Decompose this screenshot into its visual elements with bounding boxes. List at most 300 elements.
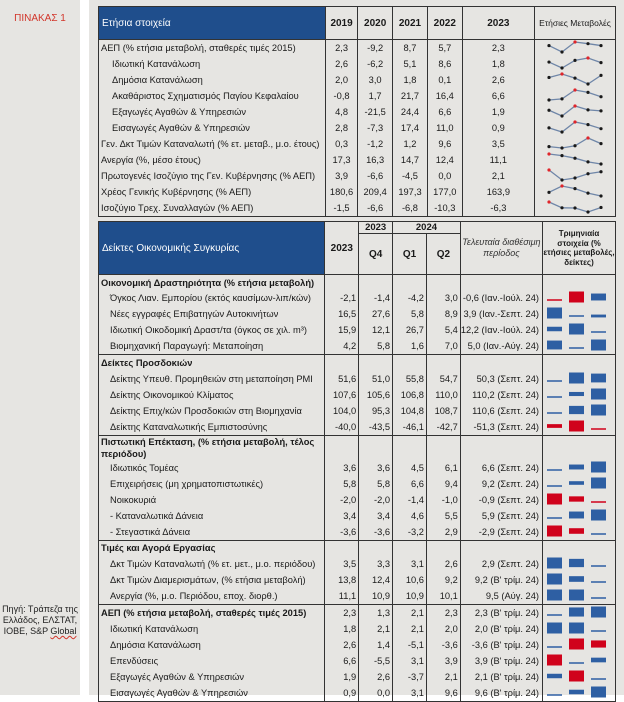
row-label: Εξαγωγές Αγαθών & Υπηρεσιών xyxy=(99,669,325,685)
quarterly-bars xyxy=(543,338,615,352)
section-value: 2,1 xyxy=(393,605,427,622)
period-value: 1,8 xyxy=(325,621,359,637)
year-value: 1,9 xyxy=(462,104,534,120)
sparkline-point xyxy=(560,66,563,69)
period-value: 2,9 xyxy=(426,524,460,541)
period-value: 1,4 xyxy=(359,637,393,653)
year-value: -9,2 xyxy=(358,40,393,57)
bar-negative xyxy=(569,420,584,431)
section-value xyxy=(426,275,460,291)
period-value: 104,0 xyxy=(325,403,359,419)
indicator-row xyxy=(99,403,616,419)
quarterly-bars-cell xyxy=(543,588,616,605)
quarterly-bars xyxy=(543,306,615,320)
table-number-label: ΠΙΝΑΚΑΣ 1 xyxy=(14,13,66,24)
period-value: 10,9 xyxy=(393,588,427,605)
sparkline-point xyxy=(586,210,589,213)
year-value: 2,3 xyxy=(462,40,534,57)
sparkline-point xyxy=(599,206,602,209)
period-value: 2,6 xyxy=(426,556,460,572)
year-value: 3,5 xyxy=(462,136,534,152)
sparkline xyxy=(535,88,615,102)
period-value: 6,1 xyxy=(426,460,460,476)
period-value: 12,4 xyxy=(359,572,393,588)
section-value: 2,3 xyxy=(426,605,460,622)
period-value: 110,0 xyxy=(426,387,460,403)
year-value: 14,7 xyxy=(393,152,428,168)
sparkline xyxy=(535,152,615,166)
last-period-value: 3,9 (Ιαν.-Σεπτ. 24) xyxy=(460,306,542,322)
last-period-value: 5,0 (Ιαν.-Αύγ. 24) xyxy=(460,338,542,355)
last-period-value: 12,2 (Ιαν.-Ιούλ. 24) xyxy=(460,322,542,338)
annual-row xyxy=(99,40,616,57)
year-value: -6,6 xyxy=(358,168,393,184)
year-value: 4,8 xyxy=(325,104,357,120)
year-value: 17,3 xyxy=(325,152,357,168)
section-value xyxy=(426,355,460,371)
indicator-row xyxy=(99,492,616,508)
bar-negative xyxy=(591,428,606,430)
quarterly-bars-cell xyxy=(543,355,616,371)
year-value: 0,1 xyxy=(427,72,462,88)
quarter-header: Q4 xyxy=(359,234,393,275)
period-value: -1,4 xyxy=(359,290,393,306)
row-label: Επενδύσεις xyxy=(99,653,325,669)
last-period-value: 2,9 (Σεπτ. 24) xyxy=(460,556,542,572)
sparkline-point xyxy=(599,61,602,64)
period-value: 13,8 xyxy=(325,572,359,588)
indicator-row xyxy=(99,669,616,685)
bar-positive xyxy=(547,614,562,616)
year-value: -6,2 xyxy=(358,56,393,72)
bar-positive xyxy=(591,687,606,698)
period-value: 7,0 xyxy=(426,338,460,355)
last-period-value: -51,3 (Σεπτ. 24) xyxy=(460,419,542,436)
indicator-row xyxy=(99,476,616,492)
year-value: 6,6 xyxy=(462,88,534,104)
row-label: - Καταναλωτικά Δάνεια xyxy=(99,508,325,524)
quarterly-bars xyxy=(543,621,615,635)
bar-negative xyxy=(569,496,584,501)
quarter-header: Q2 xyxy=(426,234,460,275)
bar-positive xyxy=(569,392,584,396)
period-value: -3,6 xyxy=(426,637,460,653)
sparkline-max-point xyxy=(586,136,589,139)
section-value xyxy=(393,355,427,371)
quarterly-bars xyxy=(543,524,615,538)
quarterly-bars xyxy=(543,371,615,385)
row-label: Ανεργία (%, μέσο έτους) xyxy=(99,152,326,168)
year-value: -10,3 xyxy=(427,200,462,217)
year-value: -7,3 xyxy=(358,120,393,136)
section-value xyxy=(325,540,359,556)
period-value: 5,4 xyxy=(426,322,460,338)
bar-negative xyxy=(569,528,584,534)
period-value: 3,6 xyxy=(325,460,359,476)
section-value: 1,3 xyxy=(359,605,393,622)
period-value: 1,6 xyxy=(393,338,427,355)
bar-negative xyxy=(547,493,562,504)
row-label: Δείκτης Υπευθ. Προμηθειών στη μεταποίηση PMI xyxy=(99,371,325,387)
sparkline-point xyxy=(547,191,550,194)
section-header-row xyxy=(99,275,616,291)
bar-positive xyxy=(547,517,562,519)
quarterly-bars-cell xyxy=(543,460,616,476)
quarterly-bars xyxy=(543,572,615,586)
quarterly-bars xyxy=(543,387,615,401)
year-value: 1,2 xyxy=(393,136,428,152)
bar-positive xyxy=(591,404,606,415)
period-value: 0,9 xyxy=(325,685,359,702)
bar-positive xyxy=(569,690,584,695)
section-value xyxy=(325,435,359,460)
bar-positive xyxy=(591,509,606,520)
sparkline-cell xyxy=(535,72,616,88)
section-title: Δείκτες Προσδοκιών xyxy=(99,355,325,371)
period-value: -3,7 xyxy=(393,669,427,685)
sparkline xyxy=(535,120,615,134)
period-value: 4,2 xyxy=(325,338,359,355)
sparkline-point xyxy=(547,60,550,63)
year-value: 2,0 xyxy=(325,72,357,88)
annual-row xyxy=(99,72,616,88)
quarterly-bars-cell xyxy=(543,419,616,436)
year-value: 2,6 xyxy=(325,56,357,72)
section-header-row xyxy=(99,435,616,460)
row-label: Δείκτης Οικονομικού Κλίματος xyxy=(99,387,325,403)
sparkline-point xyxy=(586,172,589,175)
period-value: 0,0 xyxy=(359,685,393,702)
year-value: -1,5 xyxy=(325,200,357,217)
sparkline-max-point xyxy=(547,200,550,203)
sparkline-point xyxy=(599,194,602,197)
year-value: 6,6 xyxy=(427,104,462,120)
bar-positive xyxy=(547,590,562,601)
sparkline-point xyxy=(599,74,602,77)
year-value: 24,4 xyxy=(393,104,428,120)
period-value: 3,6 xyxy=(359,460,393,476)
sparkline-point xyxy=(586,108,589,111)
year-header: 2020 xyxy=(358,7,393,40)
sparkline-point xyxy=(560,114,563,117)
period-value: 10,9 xyxy=(359,588,393,605)
period-value: -2,1 xyxy=(325,290,359,306)
section-value xyxy=(325,355,359,371)
quarterly-bars-cell xyxy=(543,508,616,524)
last-period-value: 3,9 (Β' τρίμ. 24) xyxy=(460,653,542,669)
period-value: 2,1 xyxy=(393,621,427,637)
quarterly-bars xyxy=(543,508,615,522)
period-value: 3,1 xyxy=(393,685,427,702)
row-label: Εισαγωγές Αγαθών & Υπηρεσιών xyxy=(99,685,325,702)
last-period-value: -3,6 (Β' τρίμ. 24) xyxy=(460,637,542,653)
last-period-value: 2,0 (Β' τρίμ. 24) xyxy=(460,621,542,637)
bar-positive xyxy=(591,607,606,618)
quarterly-bars-cell xyxy=(543,572,616,588)
row-label: Δείκτης Επιχ/κών Προσδοκιών στη Βιομηχανία xyxy=(99,403,325,419)
sparkline-point xyxy=(560,206,563,209)
year-value: 17,4 xyxy=(393,120,428,136)
section-title: Οικονομική Δραστηριότητα (% ετήσια μεταβολή) xyxy=(99,275,325,291)
period-value: 9,2 xyxy=(426,572,460,588)
period-value: 3,4 xyxy=(359,508,393,524)
quarterly-bars xyxy=(543,290,615,304)
period-value: 8,9 xyxy=(426,306,460,322)
bar-negative xyxy=(547,300,562,302)
bar-negative xyxy=(569,639,584,650)
indicators-table xyxy=(98,221,616,702)
sparkline-point xyxy=(547,76,550,79)
quarter-header: Q1 xyxy=(393,234,427,275)
period-value: 51,6 xyxy=(325,371,359,387)
year-value: -4,5 xyxy=(393,168,428,184)
row-label: Ιδιωτική Κατανάλωση xyxy=(99,56,326,72)
period-value: 1,9 xyxy=(325,669,359,685)
year-value: 2,1 xyxy=(462,168,534,184)
period-value: 10,6 xyxy=(393,572,427,588)
sparkline-point xyxy=(547,126,550,129)
sparkline-point xyxy=(586,91,589,94)
last-period-value: 6,6 (Σεπτ. 24) xyxy=(460,460,542,476)
period-value: 27,6 xyxy=(359,306,393,322)
sparkline-cell xyxy=(535,184,616,200)
section-value xyxy=(393,275,427,291)
quarterly-bars-header: Τριμηνιαία στοιχεία (% ετήσιες μεταβολές, δείκτες) xyxy=(543,222,616,275)
period-value: 95,3 xyxy=(359,403,393,419)
bar-positive xyxy=(547,412,562,414)
section-value xyxy=(426,540,460,556)
sparkline-point xyxy=(599,44,602,47)
section-last-period xyxy=(460,355,542,371)
year-value: -6,8 xyxy=(393,200,428,217)
period-value: -2,0 xyxy=(325,492,359,508)
sparkline xyxy=(535,168,615,182)
row-label: Δκτ Τιμών Διαμερισμάτων, (% ετήσια μεταβολή) xyxy=(99,572,325,588)
year-value: 3,9 xyxy=(325,168,357,184)
sparkline-point xyxy=(573,157,576,160)
sparkline-point xyxy=(586,123,589,126)
sparkline-max-point xyxy=(560,72,563,75)
section-value xyxy=(359,275,393,291)
sparkline-max-point xyxy=(573,120,576,123)
section-last-period xyxy=(460,275,542,291)
year-value: 11,0 xyxy=(427,120,462,136)
row-label: Ακαθάριστος Σχηματισμός Παγίου Κεφαλαίου xyxy=(99,88,326,104)
indicator-row xyxy=(99,685,616,702)
annual-row xyxy=(99,136,616,152)
sparkline-max-point xyxy=(560,184,563,187)
period-value: -46,1 xyxy=(393,419,427,436)
section-last-period xyxy=(460,540,542,556)
quarterly-bars-cell xyxy=(543,435,616,460)
quarterly-bars-cell xyxy=(543,621,616,637)
quarterly-bars xyxy=(543,637,615,651)
period-value: -5,5 xyxy=(359,653,393,669)
sparkline-cell xyxy=(535,88,616,104)
row-label: Ιδιωτική Οικοδομική Δραστ/τα (όγκος σε χιλ. m³) xyxy=(99,322,325,338)
last-period-value: -2,9 (Σεπτ. 24) xyxy=(460,524,542,541)
quarterly-bars-cell xyxy=(543,605,616,622)
source-note xyxy=(2,604,78,637)
indicator-row xyxy=(99,371,616,387)
section-header-row xyxy=(99,605,616,622)
bar-negative xyxy=(547,655,562,666)
annual-header-title: Ετήσια στοιχεία xyxy=(99,7,326,40)
sparkline-point xyxy=(560,178,563,181)
period-value: 26,7 xyxy=(393,322,427,338)
annual-row xyxy=(99,184,616,200)
indicator-row xyxy=(99,572,616,588)
year-value: -6,3 xyxy=(462,200,534,217)
annual-row xyxy=(99,152,616,168)
sparkline-point xyxy=(586,160,589,163)
indicator-row xyxy=(99,322,616,338)
indicator-row xyxy=(99,556,616,572)
indicator-row xyxy=(99,290,616,306)
period-value: 104,8 xyxy=(393,403,427,419)
year-header: 2021 xyxy=(393,7,428,40)
year-value: 16,4 xyxy=(427,88,462,104)
quarterly-bars-cell xyxy=(543,540,616,556)
last-period-value: 9,5 (Αύγ. 24) xyxy=(460,588,542,605)
bar-positive xyxy=(569,481,584,485)
year-value: -1,2 xyxy=(358,136,393,152)
period-value: 6,6 xyxy=(325,653,359,669)
bar-positive xyxy=(591,630,606,632)
quarterly-bars-cell xyxy=(543,322,616,338)
quarterly-bars-cell xyxy=(543,637,616,653)
last-period-value: 110,2 (Σεπτ. 24) xyxy=(460,387,542,403)
bar-positive xyxy=(591,658,606,663)
year-value: 1,8 xyxy=(393,72,428,88)
sparkline-max-point xyxy=(573,88,576,91)
row-label: Ιδιωτική Κατανάλωση xyxy=(99,621,325,637)
sparkline-cell xyxy=(535,56,616,72)
indicator-row xyxy=(99,338,616,355)
year-value: 8,6 xyxy=(427,56,462,72)
section-value xyxy=(393,540,427,556)
sparkline-point xyxy=(599,142,602,145)
sparkline-point xyxy=(586,192,589,195)
year-value: 197,3 xyxy=(393,184,428,200)
annual-row xyxy=(99,56,616,72)
period-value: -3,2 xyxy=(393,524,427,541)
sparkline-max-point xyxy=(586,56,589,59)
row-label: - Στεγαστικά Δάνεια xyxy=(99,524,325,541)
sparkline xyxy=(535,200,615,214)
row-label: Εξαγωγές Αγαθών & Υπηρεσιών xyxy=(99,104,326,120)
period-value: 2,0 xyxy=(426,621,460,637)
bar-positive xyxy=(569,464,584,469)
bar-positive xyxy=(569,324,584,335)
period-value: 107,6 xyxy=(325,387,359,403)
bar-positive xyxy=(591,315,606,318)
annual-header-row xyxy=(99,7,616,40)
section-last-period: 2,3 (Β' τρίμ. 24) xyxy=(460,605,542,622)
section-title: ΑΕΠ (% ετήσια μεταβολή, σταθερές τιμές 2015) xyxy=(99,605,325,622)
annual-data-table xyxy=(98,6,616,217)
period-value: 2,1 xyxy=(359,621,393,637)
sparkline-point xyxy=(560,97,563,100)
indicator-row xyxy=(99,524,616,541)
year-value: 2,6 xyxy=(462,72,534,88)
section-value xyxy=(359,540,393,556)
row-label: Βιομηχανική Παραγωγή: Μεταποίηση xyxy=(99,338,325,355)
quarterly-bars xyxy=(543,492,615,506)
period-value: -4,2 xyxy=(393,290,427,306)
year-value: 11,1 xyxy=(462,152,534,168)
period-value: 54,7 xyxy=(426,371,460,387)
quarterly-bars-cell xyxy=(543,403,616,419)
group-2023-header: 2023 xyxy=(359,222,393,234)
bar-positive xyxy=(569,559,584,567)
period-value: 5,8 xyxy=(359,338,393,355)
sparkline-max-point xyxy=(573,104,576,107)
sparkline-cell xyxy=(535,120,616,136)
sparkline-point xyxy=(547,98,550,101)
bar-negative xyxy=(547,424,562,428)
period-value: 55,8 xyxy=(393,371,427,387)
row-label: Δημόσια Κατανάλωση xyxy=(99,72,326,88)
quarterly-bars xyxy=(543,322,615,336)
year-value: 177,0 xyxy=(427,184,462,200)
quarterly-bars xyxy=(543,685,615,699)
sparkline-point xyxy=(560,146,563,149)
bar-positive xyxy=(569,608,584,617)
period-value: -43,5 xyxy=(359,419,393,436)
period-value: 4,6 xyxy=(393,508,427,524)
sparkline-cell xyxy=(535,152,616,168)
quarterly-bars xyxy=(543,476,615,490)
year-value: 209,4 xyxy=(358,184,393,200)
period-value: 3,4 xyxy=(325,508,359,524)
period-value: -40,0 xyxy=(325,419,359,436)
period-value: -2,0 xyxy=(359,492,393,508)
indicator-row xyxy=(99,460,616,476)
period-value: -1,0 xyxy=(426,492,460,508)
sparkline-cell xyxy=(535,40,616,57)
period-value: 5,8 xyxy=(325,476,359,492)
period-value: 16,5 xyxy=(325,306,359,322)
quarterly-bars-cell xyxy=(543,492,616,508)
year-value: 12,4 xyxy=(427,152,462,168)
sparkline-max-point xyxy=(547,168,550,171)
row-label: Δκτ Τιμών Καταναλωτή (% ετ. μετ., μ.ο. περιόδου) xyxy=(99,556,325,572)
bar-positive xyxy=(591,461,606,472)
indicator-row xyxy=(99,508,616,524)
row-label: Εισαγωγές Αγαθών & Υπηρεσιών xyxy=(99,120,326,136)
last-period-value: 9,2 (Σεπτ. 24) xyxy=(460,476,542,492)
sparkline-cell xyxy=(535,104,616,120)
annual-row xyxy=(99,104,616,120)
sparkline-point xyxy=(599,109,602,112)
year-value: 2,8 xyxy=(325,120,357,136)
period-value: 3,1 xyxy=(393,653,427,669)
section-header-row xyxy=(99,355,616,371)
annual-row xyxy=(99,88,616,104)
section-value xyxy=(325,275,359,291)
period-value: 3,9 xyxy=(426,653,460,669)
quarterly-bars xyxy=(543,669,615,683)
section-value xyxy=(426,435,460,460)
col-2023-header: 2023 xyxy=(325,222,359,275)
sparkline-point xyxy=(573,144,576,147)
year-value: -21,5 xyxy=(358,104,393,120)
sparkline xyxy=(535,184,615,198)
bar-negative xyxy=(569,671,584,682)
indicator-row xyxy=(99,637,616,653)
bar-positive xyxy=(591,581,606,583)
